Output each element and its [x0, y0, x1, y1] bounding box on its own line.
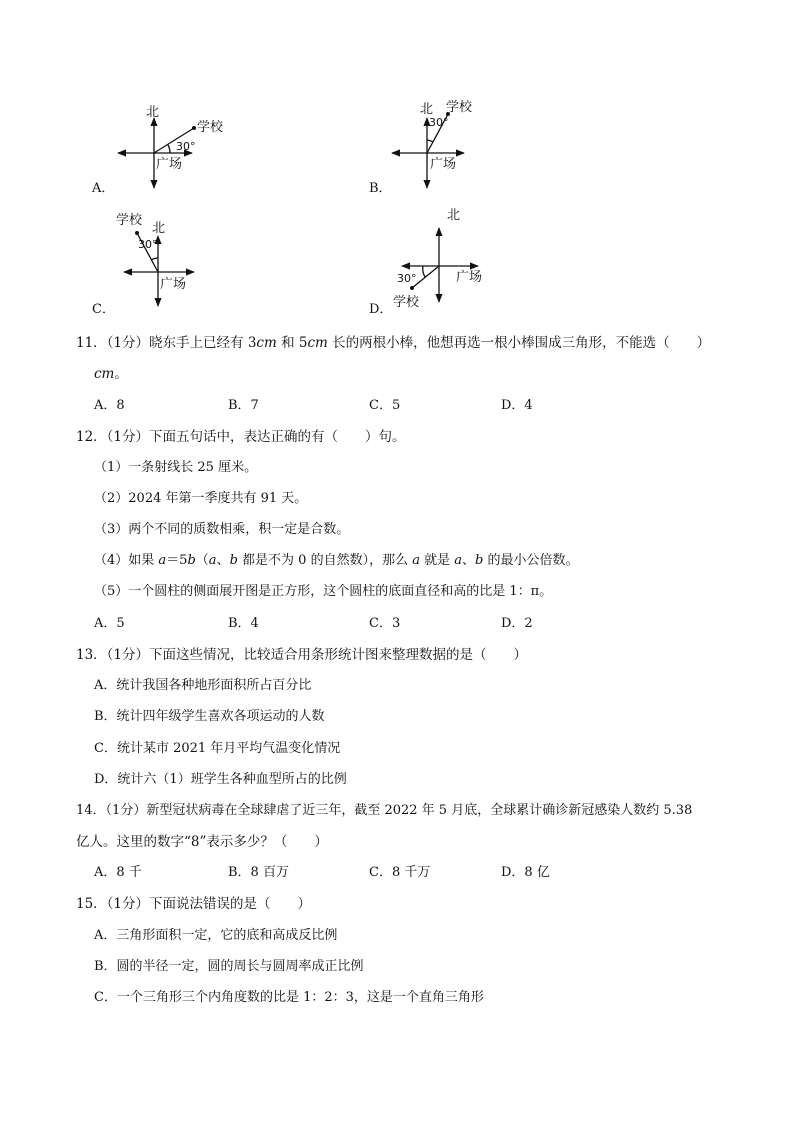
q11-unit-1: cm — [256, 335, 277, 351]
figure-a — [118, 118, 196, 188]
q12-statement-2: （2）2024 年第一季度共有 91 天。 — [94, 491, 308, 506]
q14-option-d[interactable]: D．8 亿 — [501, 865, 550, 880]
fig-a-school: 学校 — [197, 120, 224, 135]
s4-part: （ — [195, 553, 209, 568]
q12-statement-4 — [94, 549, 579, 568]
q12-option-a[interactable]: A．5 — [94, 616, 125, 631]
q11-option-b[interactable]: B．7 — [228, 398, 259, 413]
q11-unit-2: cm — [307, 335, 328, 351]
fig-b-angle: 30° — [429, 116, 449, 129]
fig-a-plaza: 广场 — [156, 157, 183, 172]
fig-d-north: 北 — [447, 208, 461, 223]
q15-stem: 15．（1分）下面说法错误的是（ ） — [76, 896, 312, 912]
q12-option-b[interactable]: B．4 — [228, 616, 259, 631]
var-b: b — [475, 553, 484, 568]
fig-a-north: 北 — [146, 105, 160, 120]
fig-d-school: 学校 — [393, 295, 420, 310]
var-b: b — [229, 553, 238, 568]
q11-text-3: 长的两根小棒，他想再选一根小棒围成三角形，不能选（ ） — [327, 335, 711, 351]
var-a: a — [454, 553, 463, 568]
q13-stem: 13．（1分）下面这些情况，比较适合用条形统计图来整理数据的是（ ） — [76, 647, 528, 663]
figure-b — [392, 112, 464, 188]
q11-text-2: 和 5 — [276, 335, 308, 351]
q12-option-c[interactable]: C．3 — [369, 616, 401, 631]
q14-stem-line1: 14．（1分）新型冠状病毒在全球肆虐了近三年，截至 2022 年 5 月底，全球累计确诊新冠感染人数约 5.38 — [76, 803, 693, 818]
q10-figures — [0, 0, 794, 330]
q15-option-a[interactable]: A．三角形面积一定，它的底和高成反比例 — [94, 928, 338, 943]
fig-b-school: 学校 — [446, 100, 473, 115]
q12-stem: 12．（1分）下面五句话中，表达正确的有（ ）句。 — [76, 429, 406, 445]
option-b-label[interactable]: B． — [369, 181, 392, 196]
q11-option-a[interactable]: A．8 — [94, 398, 125, 413]
figure-d — [402, 228, 478, 302]
q12-statement-5: （5）一个圆柱的侧面展开图是正方形，这个圆柱的底面直径和高的比是 1：π。 — [94, 584, 553, 599]
q13-option-b[interactable]: B．统计四年级学生喜欢各项运动的人数 — [94, 709, 325, 724]
figure-c — [124, 231, 194, 306]
fig-b-plaza: 广场 — [430, 157, 457, 172]
var-a: a — [412, 553, 420, 568]
fig-c-angle: 30° — [138, 238, 158, 251]
s4-part: （4）如果 — [94, 553, 159, 568]
q11-stem-cont — [94, 362, 128, 382]
q13-option-d[interactable]: D．统计六（1）班学生各种血型所占的比例 — [94, 772, 347, 787]
q11-text-1: 晓东手上已经有 3 — [149, 335, 257, 351]
var-b: b — [187, 553, 196, 568]
q11-option-c[interactable]: C．5 — [369, 398, 401, 413]
q14-option-c[interactable]: C．8 千万 — [369, 865, 431, 880]
q11-number: 11． — [76, 335, 107, 351]
q12-statement-1: （1）一条射线长 25 厘米。 — [94, 460, 258, 475]
fig-c-plaza: 广场 — [160, 277, 187, 292]
s4-part: 都是不为 0 的自然数），那么 — [237, 553, 413, 568]
q11-score: （1分） — [106, 335, 150, 351]
fig-a-angle: 30° — [176, 140, 196, 153]
option-a-label[interactable]: A． — [92, 181, 115, 196]
q14-option-a[interactable]: A．8 千 — [94, 865, 142, 880]
var-a: a — [158, 553, 167, 568]
q11-unit-3: cm — [94, 366, 115, 382]
q14-option-b[interactable]: B．8 百万 — [228, 865, 289, 880]
option-c-label[interactable]: C． — [92, 302, 115, 317]
q12-option-d[interactable]: D．2 — [501, 616, 533, 631]
q11-option-d[interactable]: D．4 — [501, 398, 533, 413]
q12-statement-3: （3）两个不同的质数相乘，积一定是合数。 — [94, 522, 350, 537]
q15-option-b[interactable]: B．圆的半径一定，圆的周长与圆周率成正比例 — [94, 959, 364, 974]
fig-c-school: 学校 — [116, 213, 143, 228]
s4-part: ＝5 — [166, 553, 188, 568]
fig-c-north: 北 — [152, 221, 166, 236]
s4-part: 、 — [216, 553, 230, 568]
fig-d-plaza: 广场 — [456, 270, 483, 285]
q11-text-4: 。 — [114, 366, 128, 382]
option-d-label[interactable]: D． — [369, 302, 393, 317]
q11-stem — [76, 331, 710, 351]
q13-option-a[interactable]: A．统计我国各种地形面积所占百分比 — [94, 678, 312, 693]
q14-stem-line2: 亿人。这里的数字“8”表示多少？（ ） — [76, 834, 328, 850]
s4-part: 的最小公倍数。 — [483, 553, 579, 568]
q15-option-c[interactable]: C．一个三角形三个内角度数的比是 1：2：3，这是一个直角三角形 — [94, 990, 484, 1005]
fig-d-angle: 30° — [397, 272, 417, 285]
var-a: a — [208, 553, 217, 568]
fig-b-north: 北 — [420, 102, 434, 117]
s4-part: 就是 — [419, 553, 455, 568]
q13-option-c[interactable]: C．统计某市 2021 年月平均气温变化情况 — [94, 741, 341, 756]
s4-part: 、 — [462, 553, 476, 568]
